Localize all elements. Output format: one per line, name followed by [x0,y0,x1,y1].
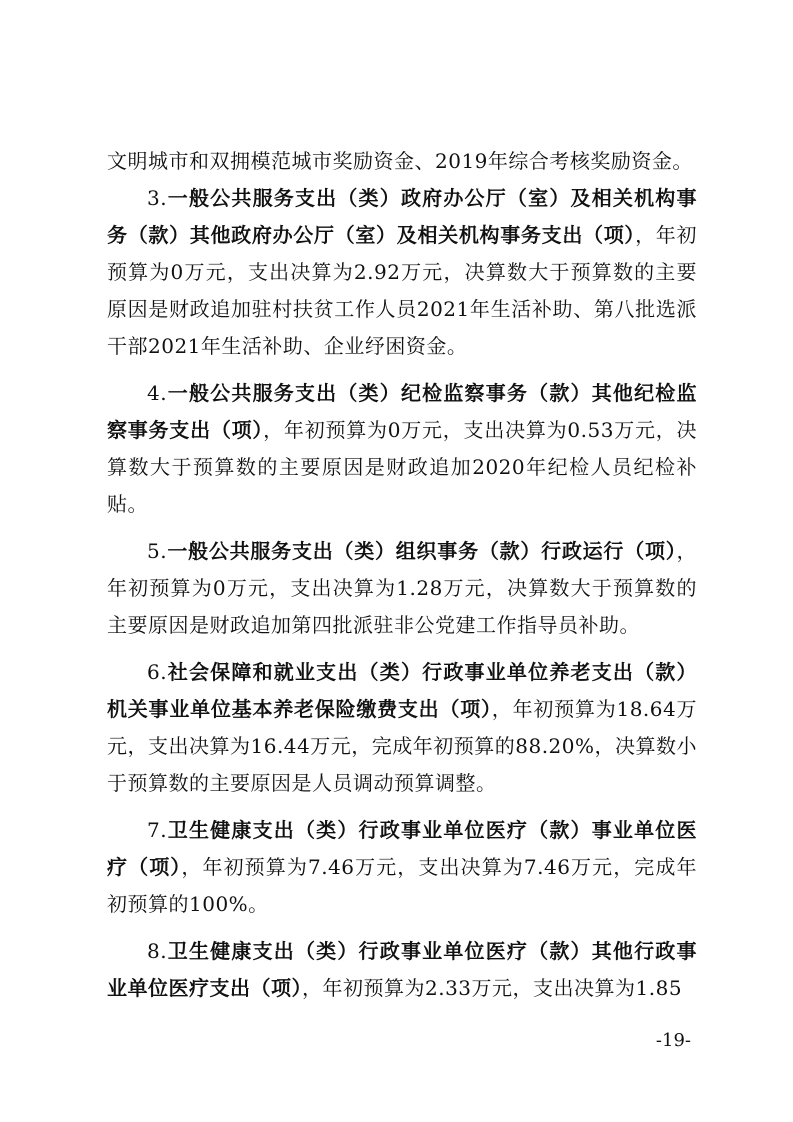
item-number: 4. [147,381,168,405]
item-number: 6. [147,660,168,684]
page-number: -19- [655,1030,691,1051]
item-number: 7. [147,818,168,842]
paragraph-item-5 [107,533,697,644]
paragraph-item-8 [107,933,697,1007]
item-text: ，年初预算为0万元，支出决算为1.28万元，决算数大于预算数的主要原因是财政追加第四批派驻非公党建工作指导员补助。 [107,539,697,637]
intro-text: 文明城市和双拥模范城市奖励资金、2019年综合考核奖励资金。 [107,149,693,173]
item-heading: 卫生健康支出（类）行政事业单位医疗（款）其他行政事业单位医疗支出（项） [107,939,697,1000]
item-heading: 卫生健康支出（类）行政事业单位医疗（款）事业单位医疗（项） [107,818,697,879]
item-text: ，年初预算为0万元，支出决算为2.92万元，决算数大于预算数的主要原因是财政追加驻村扶贫工作人员2021年生活补助、第八批选派干部2021年生活补助、企业纾困资金。 [107,223,698,358]
paragraph-item-7 [107,812,697,923]
item-heading: 社会保障和就业支出（类）行政事业单位养老支出（款）机关事业单位基本养老保险缴费支出（项） [107,660,697,721]
item-text: ，年初预算为7.46万元，支出决算为7.46万元，完成年初预算的100%。 [107,855,698,916]
item-heading: 一般公共服务支出（类）纪检监察事务（款）其他纪检监察事务支出（项） [107,381,697,442]
item-number: 8. [147,939,168,963]
paragraph-item-3 [107,180,697,365]
item-text: ，年初预算为18.64万元，支出决算为16.44万元，完成年初预算的88.20%，决算数小于预算数的主要原因是人员调动预算调整。 [107,697,698,795]
item-number: 3. [147,186,168,210]
item-text: ，年初预算为2.33万元，支出决算为1.85 [302,976,683,1000]
paragraph-item-6 [107,654,697,802]
item-number: 5. [147,539,168,563]
item-heading: 一般公共服务支出（类）组织事务（款）行政运行（项） [167,539,677,563]
document-body [107,143,697,1007]
item-heading: 一般公共服务支出（类）政府办公厅（室）及相关机构事务（款）其他政府办公厅（室）及相关机构事务支出（项） [107,186,697,247]
item-text: ，年初预算为0万元，支出决算为0.53万元，决算数大于预算数的主要原因是财政追加2020年纪检人员纪检补贴。 [107,418,698,516]
intro-paragraph [107,143,697,180]
paragraph-item-4 [107,375,697,523]
